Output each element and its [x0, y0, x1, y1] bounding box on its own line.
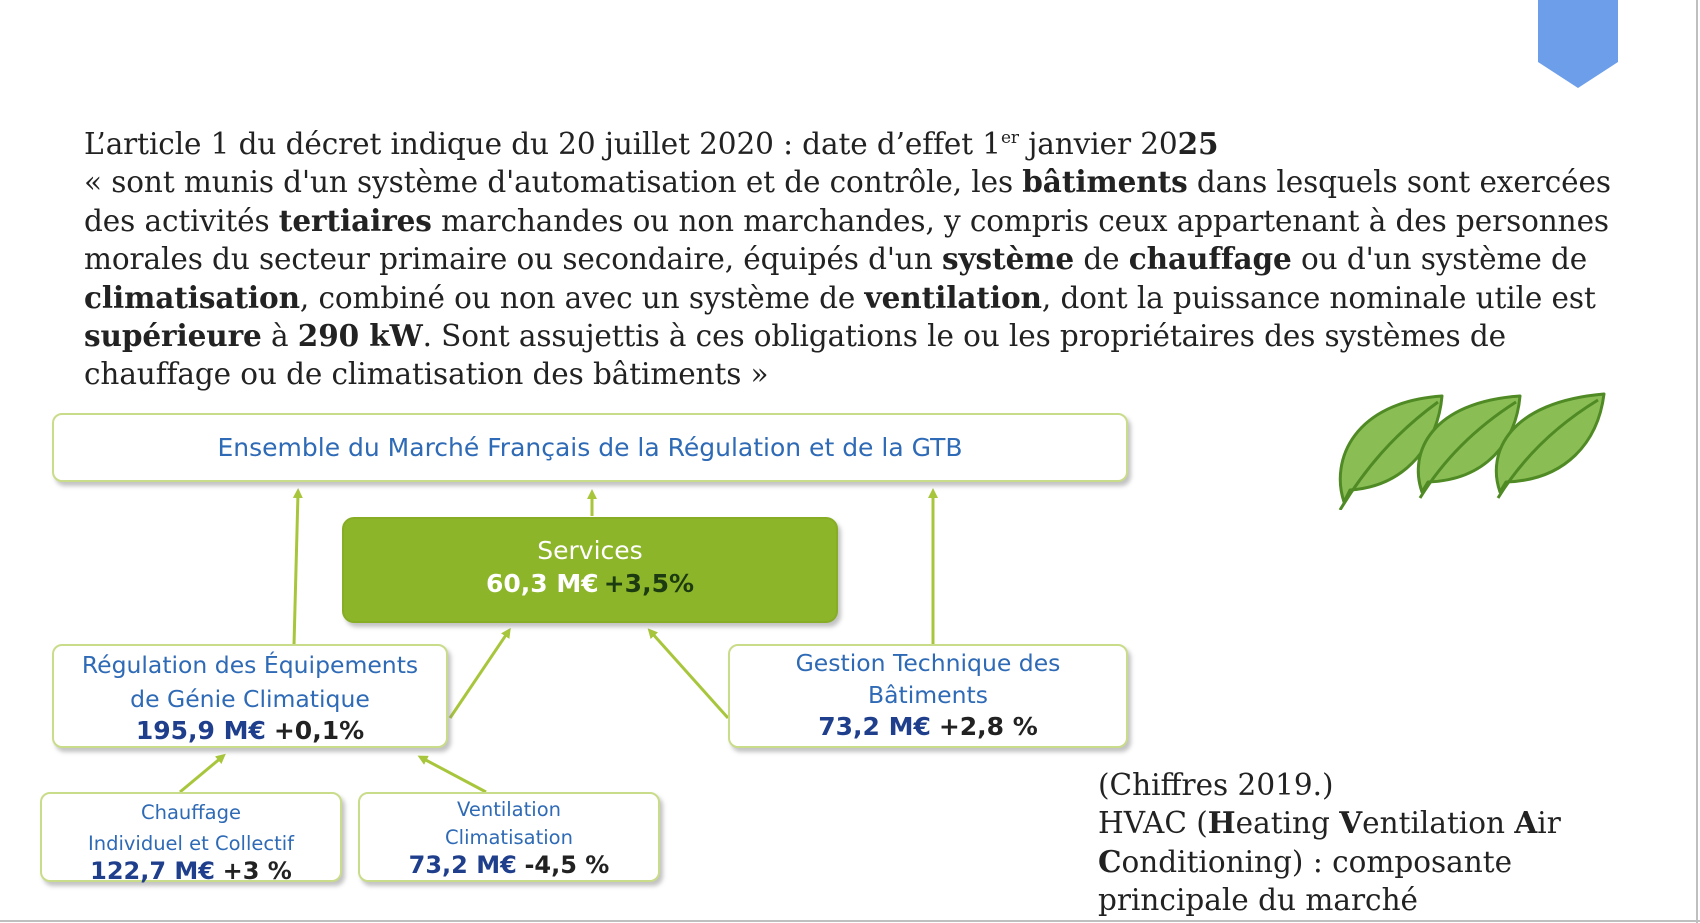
regulation-value: 195,9 M€: [135, 716, 266, 745]
leaves-icon: [1334, 390, 1610, 510]
intro-line-6: supérieure à 290 kW. Sont assujettis à ces obligations le ou les propriétaires des systèmes de: [84, 318, 1507, 354]
arrow-gtb-to-services: [651, 632, 728, 718]
ventilation-change: -4,5 %: [524, 851, 610, 879]
gtb-box: [728, 644, 1128, 748]
market-total-box: [52, 413, 1128, 482]
arrow-regulation-to-market: [294, 493, 298, 645]
ventilation-box: [358, 792, 660, 882]
chauffage-label-1: Chauffage: [140, 801, 242, 824]
ventilation-label-2: Climatisation: [445, 826, 573, 849]
chauffage-change: +3 %: [222, 857, 292, 885]
note-line-4: principale du marché: [1098, 883, 1419, 918]
gtb-label-2: Bâtiments: [868, 681, 988, 709]
regulation-change: +0,1%: [273, 716, 365, 745]
intro-line-3: des activités tertiaires marchandes ou non marchandes, y compris ceux appartenant à des personnes: [84, 202, 1609, 238]
regulation-box: [52, 644, 448, 748]
services-value: 60,3 M€: [485, 569, 599, 598]
ventilation-value: 73,2 M€: [408, 851, 517, 879]
regulation-label-1: Régulation des Équipements: [81, 651, 419, 679]
intro-line-5: climatisation, combiné ou non avec un système de ventilation, dont la puissance nominale utile est: [84, 279, 1596, 315]
note-line-1: (Chiffres 2019.): [1098, 768, 1334, 802]
arrow-ventilation-to-regulation: [422, 758, 486, 792]
intro-line-7: chauffage ou de climatisation des bâtiments »: [84, 357, 769, 392]
market-total-label: Ensemble du Marché Français de la Régulation et de la GTB: [217, 433, 963, 462]
services-change: +3,5%: [603, 569, 695, 598]
services-label: Services: [537, 536, 643, 565]
intro-line-4: morales du secteur primaire ou secondaire, équipés d'un système de chauffage ou d'un système de: [84, 241, 1588, 277]
chauffage-value: 122,7 M€: [90, 857, 215, 885]
gtb-value: 73,2 M€: [818, 712, 931, 741]
arrow-regulation-to-services: [450, 632, 508, 718]
gtb-change: +2,8 %: [938, 712, 1038, 741]
note-line-2: HVAC (Heating Ventilation Air: [1098, 805, 1561, 841]
chauffage-label-2: Individuel et Collectif: [87, 832, 295, 855]
gtb-label-1: Gestion Technique des: [795, 649, 1061, 677]
services-box: [342, 517, 838, 623]
chauffage-box: [40, 792, 342, 885]
arrow-chauffage-to-regulation: [180, 757, 222, 792]
intro-line-2: « sont munis d'un système d'automatisation et de contrôle, les bâtiments dans lesquels sont exercées: [84, 164, 1611, 200]
note-line-3: Conditioning) : composante: [1098, 843, 1513, 879]
ventilation-label-1: Ventilation: [457, 798, 561, 821]
intro-line-1: L’article 1 du décret indique du 20 juillet 2020 : date d’effet 1er janvier 2025: [84, 126, 1219, 161]
hvac-note: [1098, 766, 1618, 920]
regulation-label-2: de Génie Climatique: [130, 685, 370, 713]
